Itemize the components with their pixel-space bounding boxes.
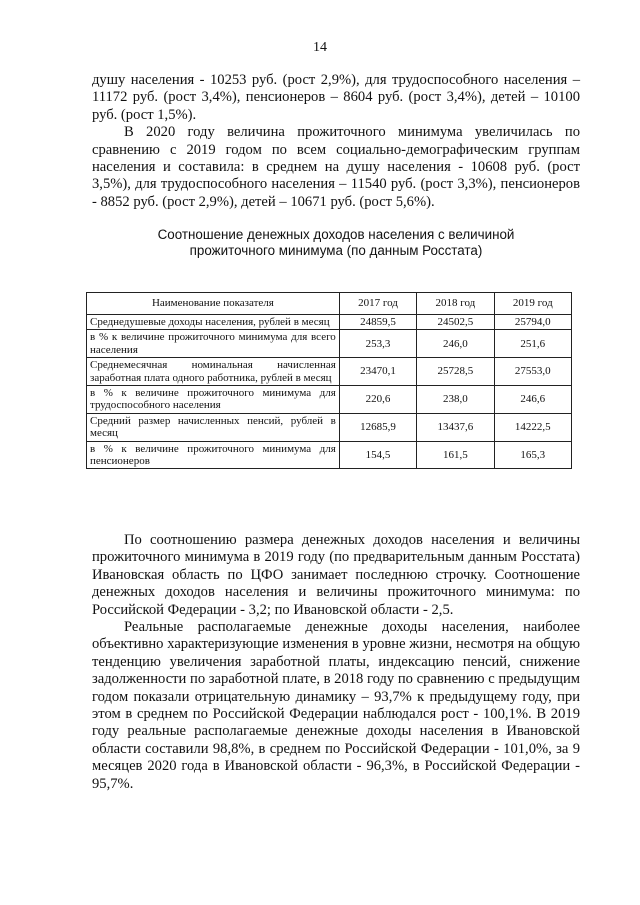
cell-2017: 220,6	[339, 386, 416, 414]
header-2019: 2019 год	[494, 293, 571, 315]
table-row	[87, 386, 572, 414]
cell-2019: 251,6	[494, 330, 571, 358]
header-2018: 2018 год	[417, 293, 494, 315]
cell-2017: 154,5	[339, 441, 416, 469]
intro-text	[92, 72, 580, 211]
table-header-row	[87, 293, 572, 315]
income-table	[86, 292, 572, 469]
cell-2018: 13437,6	[417, 413, 494, 441]
table-row	[87, 315, 572, 330]
cell-2017: 23470,1	[339, 358, 416, 386]
cell-2019: 25794,0	[494, 315, 571, 330]
table-caption	[92, 227, 580, 259]
cell-2017: 253,3	[339, 330, 416, 358]
row-name: в % к величине прожиточного минимума для всего населения	[87, 330, 340, 358]
paragraph: душу населения - 10253 руб. (рост 2,9%), для трудоспособного населения – 11172 руб. (рост 3,4%), пенсионеров – 8604 руб. (рост 3,4%), детей – 10100 руб. (рост 1,5%).	[92, 72, 580, 123]
row-name: в % к величине прожиточного минимума для пенсионеров	[87, 441, 340, 469]
cell-2018: 161,5	[417, 441, 494, 469]
table-row	[87, 358, 572, 386]
table-row	[87, 441, 572, 469]
cell-2018: 246,0	[417, 330, 494, 358]
cell-2018: 24502,5	[417, 315, 494, 330]
header-indicator: Наименование показателя	[87, 293, 340, 315]
header-2017: 2017 год	[339, 293, 416, 315]
cell-2019: 14222,5	[494, 413, 571, 441]
row-name: Среднедушевые доходы населения, рублей в месяц	[87, 315, 340, 330]
cell-2018: 238,0	[417, 386, 494, 414]
page-number: 14	[313, 40, 327, 55]
table-caption-line: прожиточного минимума (по данным Росстата)	[189, 243, 483, 258]
table-row	[87, 413, 572, 441]
table-caption-line: Соотношение денежных доходов населения с величиной	[157, 227, 515, 242]
cell-2017: 24859,5	[339, 315, 416, 330]
row-name: Среднемесячная номинальная начисленная заработная плата одного работника, рублей в месяц	[87, 358, 340, 386]
row-name: в % к величине прожиточного минимума для трудоспособного населения	[87, 386, 340, 414]
cell-2018: 25728,5	[417, 358, 494, 386]
paragraph: Реальные располагаемые денежные доходы населения, наиболее объективно характеризующие изменения в уровне жизни, несмотря на общую тенденцию увеличения заработной платы, индексацию пенсий, снижение задолженности по заработной плате, в 2018 году по сравнению с предыдущим годом показали отрицательную динамику – 93,7% к предыдущему году, при этом в среднем по Российской Федерации наблюдался рост - 100,1%. В 2019 году реальные располагаемые денежные доходы населения в Ивановской области составили 98,8%, в среднем по Российской Федерации - 101,0%, за 9 месяцев 2020 года в Ивановской области - 96,3%, в Российской Федерации - 95,7%.	[92, 619, 580, 792]
cell-2019: 165,3	[494, 441, 571, 469]
analysis-text	[92, 532, 580, 793]
paragraph: По соотношению размера денежных доходов населения и величины прожиточного минимума в 2019 году (по предварительным данным Росстата) Ивановская область по ЦФО занимает последнюю строчку. Соотношение денежных доходов населения и величины прожиточного минимума: по Российской Федерации - 3,2; по Ивановской области - 2,5.	[92, 532, 580, 618]
cell-2019: 246,6	[494, 386, 571, 414]
row-name: Средний размер начисленных пенсий, рублей в месяц	[87, 413, 340, 441]
cell-2017: 12685,9	[339, 413, 416, 441]
table-row	[87, 330, 572, 358]
paragraph: В 2020 году величина прожиточного минимума увеличилась по сравнению с 2019 годом по всем социально-демографическим группам населения и составила: в среднем на душу населения - 10608 руб. (рост 3,5%), для трудоспособного населения – 11540 руб. (рост 3,3%), пенсионеров - 8852 руб. (рост 2,9%), детей – 10671 руб. (рост 5,6%).	[92, 124, 580, 210]
cell-2019: 27553,0	[494, 358, 571, 386]
